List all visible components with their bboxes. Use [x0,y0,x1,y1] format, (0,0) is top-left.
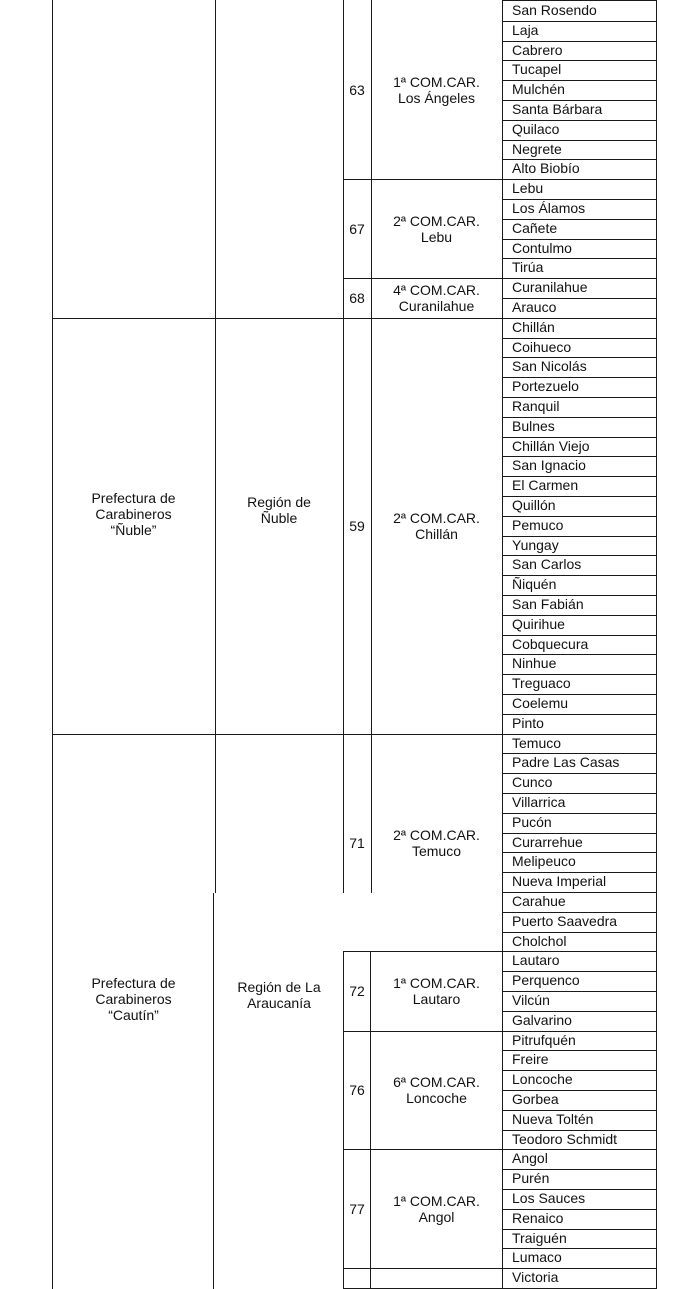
comuna-cell: Curarrehue [512,833,583,850]
region-label: Región de La Araucanía [237,978,321,1011]
unit-number: 67 [349,220,365,237]
comuna-cell: San Rosendo [512,2,597,18]
comuna-cell: Temuco [512,734,562,751]
prefectura-label: Prefectura de Carabineros “Cautín” [91,974,176,1023]
unit-name: 1ª COM.CAR. Angol [393,1192,480,1225]
group-divider [52,734,343,735]
comuna-cell: Los Sauces [512,1190,586,1206]
unit-number: 68 [349,290,365,306]
comuna-cell: Renaico [512,1209,564,1226]
comuna-cell: Lumaco [512,1249,562,1266]
comuna-cell: Ñiquén [512,576,557,593]
comuna-cell: Cobquecura [512,635,589,652]
comuna-cell: Chillán Viejo [512,437,590,454]
comuna-cell: Loncoche [512,1071,573,1088]
comuna-cell: Traiguén [512,1229,567,1246]
col-border [343,952,344,1289]
unit-name: 1ª COM.CAR. Lautaro [393,975,480,1007]
unit-name: 2ª COM.CAR. Lebu [393,212,480,245]
comuna-cell: Angol [512,1150,548,1167]
comuna-cell: Lebu [512,180,544,197]
comuna-cell: Padre Las Casas [512,754,620,771]
unit-name: 1ª COM.CAR. Los Ángeles [393,74,480,107]
comuna-cell: Puerto Saavedra [512,912,618,929]
comuna-cell: Purén [512,1170,550,1187]
unit-divider [343,734,502,735]
comuna-cell: Perquenco [512,972,580,989]
comuna-cell: San Nicolás [512,358,587,375]
comuna-cell: Victoria [512,1269,559,1286]
unit-number: 71 [349,834,365,851]
comuna-cell: Nueva Toltén [512,1110,594,1127]
comuna-cell: Carahue [512,893,566,909]
comuna-cell: Yungay [512,536,559,553]
comuna-cell: Quillón [512,497,556,513]
comuna-cell: Cañete [512,219,558,236]
table-top-border [502,0,656,1]
comuna-cell: Vilcún [512,992,550,1008]
unit-divider [343,318,502,319]
comuna-cell: Coihueco [512,338,572,355]
comuna-cell: Quirihue [512,615,565,632]
comuna-cell: Laja [512,21,539,38]
comuna-cell: Los Álamos [512,200,586,216]
table-left-border [52,0,53,1289]
comuna-cell: Ranquil [512,398,560,414]
comuna-cell: Gorbea [512,1091,559,1107]
comuna-cell: San Fabián [512,596,584,612]
region-label: Región de Ñuble [247,493,311,526]
comuna-cell: Mulchén [512,81,565,98]
unit-name: 2ª COM.CAR. Temuco [393,826,480,859]
unit-number: 76 [349,1082,365,1098]
comuna-cell: Quilaco [512,120,560,137]
comuna-cell: Pitrufquén [512,1031,576,1048]
comuna-cell: Tucapel [512,61,562,78]
unit-divider [343,1268,502,1269]
comuna-cell: Freire [512,1051,549,1068]
unit-number: 63 [349,82,365,99]
comuna-cell: Treguaco [512,675,571,692]
group-divider [52,318,343,319]
comuna-cell: Curanilahue [512,279,588,296]
unit-divider [343,1031,502,1032]
comuna-cell: El Carmen [512,477,579,494]
comuna-cell: Pemuco [512,516,564,533]
comuna-cell: Melipeuco [512,853,576,870]
col-border [213,893,214,1289]
comuna-cell: Cabrero [512,41,563,58]
comuna-cell: Arauco [512,299,557,315]
comuna-cell: Nueva Imperial [512,873,607,890]
col-border [215,0,216,893]
comuna-cell: Santa Bárbara [512,101,603,117]
unit-divider [343,951,502,952]
comuna-cell: San Carlos [512,556,582,573]
unit-name: 2ª COM.CAR. Chillán [393,509,480,542]
col-border [502,0,503,1289]
comuna-cell: Villarrica [512,794,566,810]
comuna-cell: Pucón [512,813,552,830]
unit-divider [343,278,502,279]
unit-number: 59 [349,517,365,534]
col-border [370,952,371,1289]
comuna-cell: Coelemu [512,695,569,711]
unit-number: 77 [349,1200,365,1217]
unit-name: 4ª COM.CAR. Curanilahue [393,282,480,314]
comuna-cell: Chillán [512,318,555,335]
unit-divider [343,179,502,180]
comuna-cell: Teodoro Schmidt [512,1130,618,1147]
comuna-cell: Negrete [512,140,562,157]
col-border [371,0,372,893]
comuna-cell: Lautaro [512,952,560,969]
comuna-cell: Galvarino [512,1011,572,1028]
prefectura-label: Prefectura de Carabineros “Ñuble” [91,489,176,538]
comuna-cell: Cholchol [512,932,567,949]
comuna-cell: Contulmo [512,239,572,256]
comuna-cell: Portezuelo [512,378,579,395]
comuna-cell: Pinto [512,714,544,731]
col-border [343,0,344,893]
unit-number: 72 [349,983,365,999]
table-right-border [656,0,657,1289]
unit-divider [343,1149,502,1150]
comuna-cell: San Ignacio [512,457,586,474]
comuna-cell: Bulnes [512,417,555,434]
comuna-cell: Ninhue [512,655,557,672]
comuna-cell: Cunco [512,774,553,791]
comuna-cell: Alto Biobío [512,160,580,177]
unit-name: 6ª COM.CAR. Loncoche [393,1074,480,1106]
comuna-cell: Tirúa [512,259,544,276]
